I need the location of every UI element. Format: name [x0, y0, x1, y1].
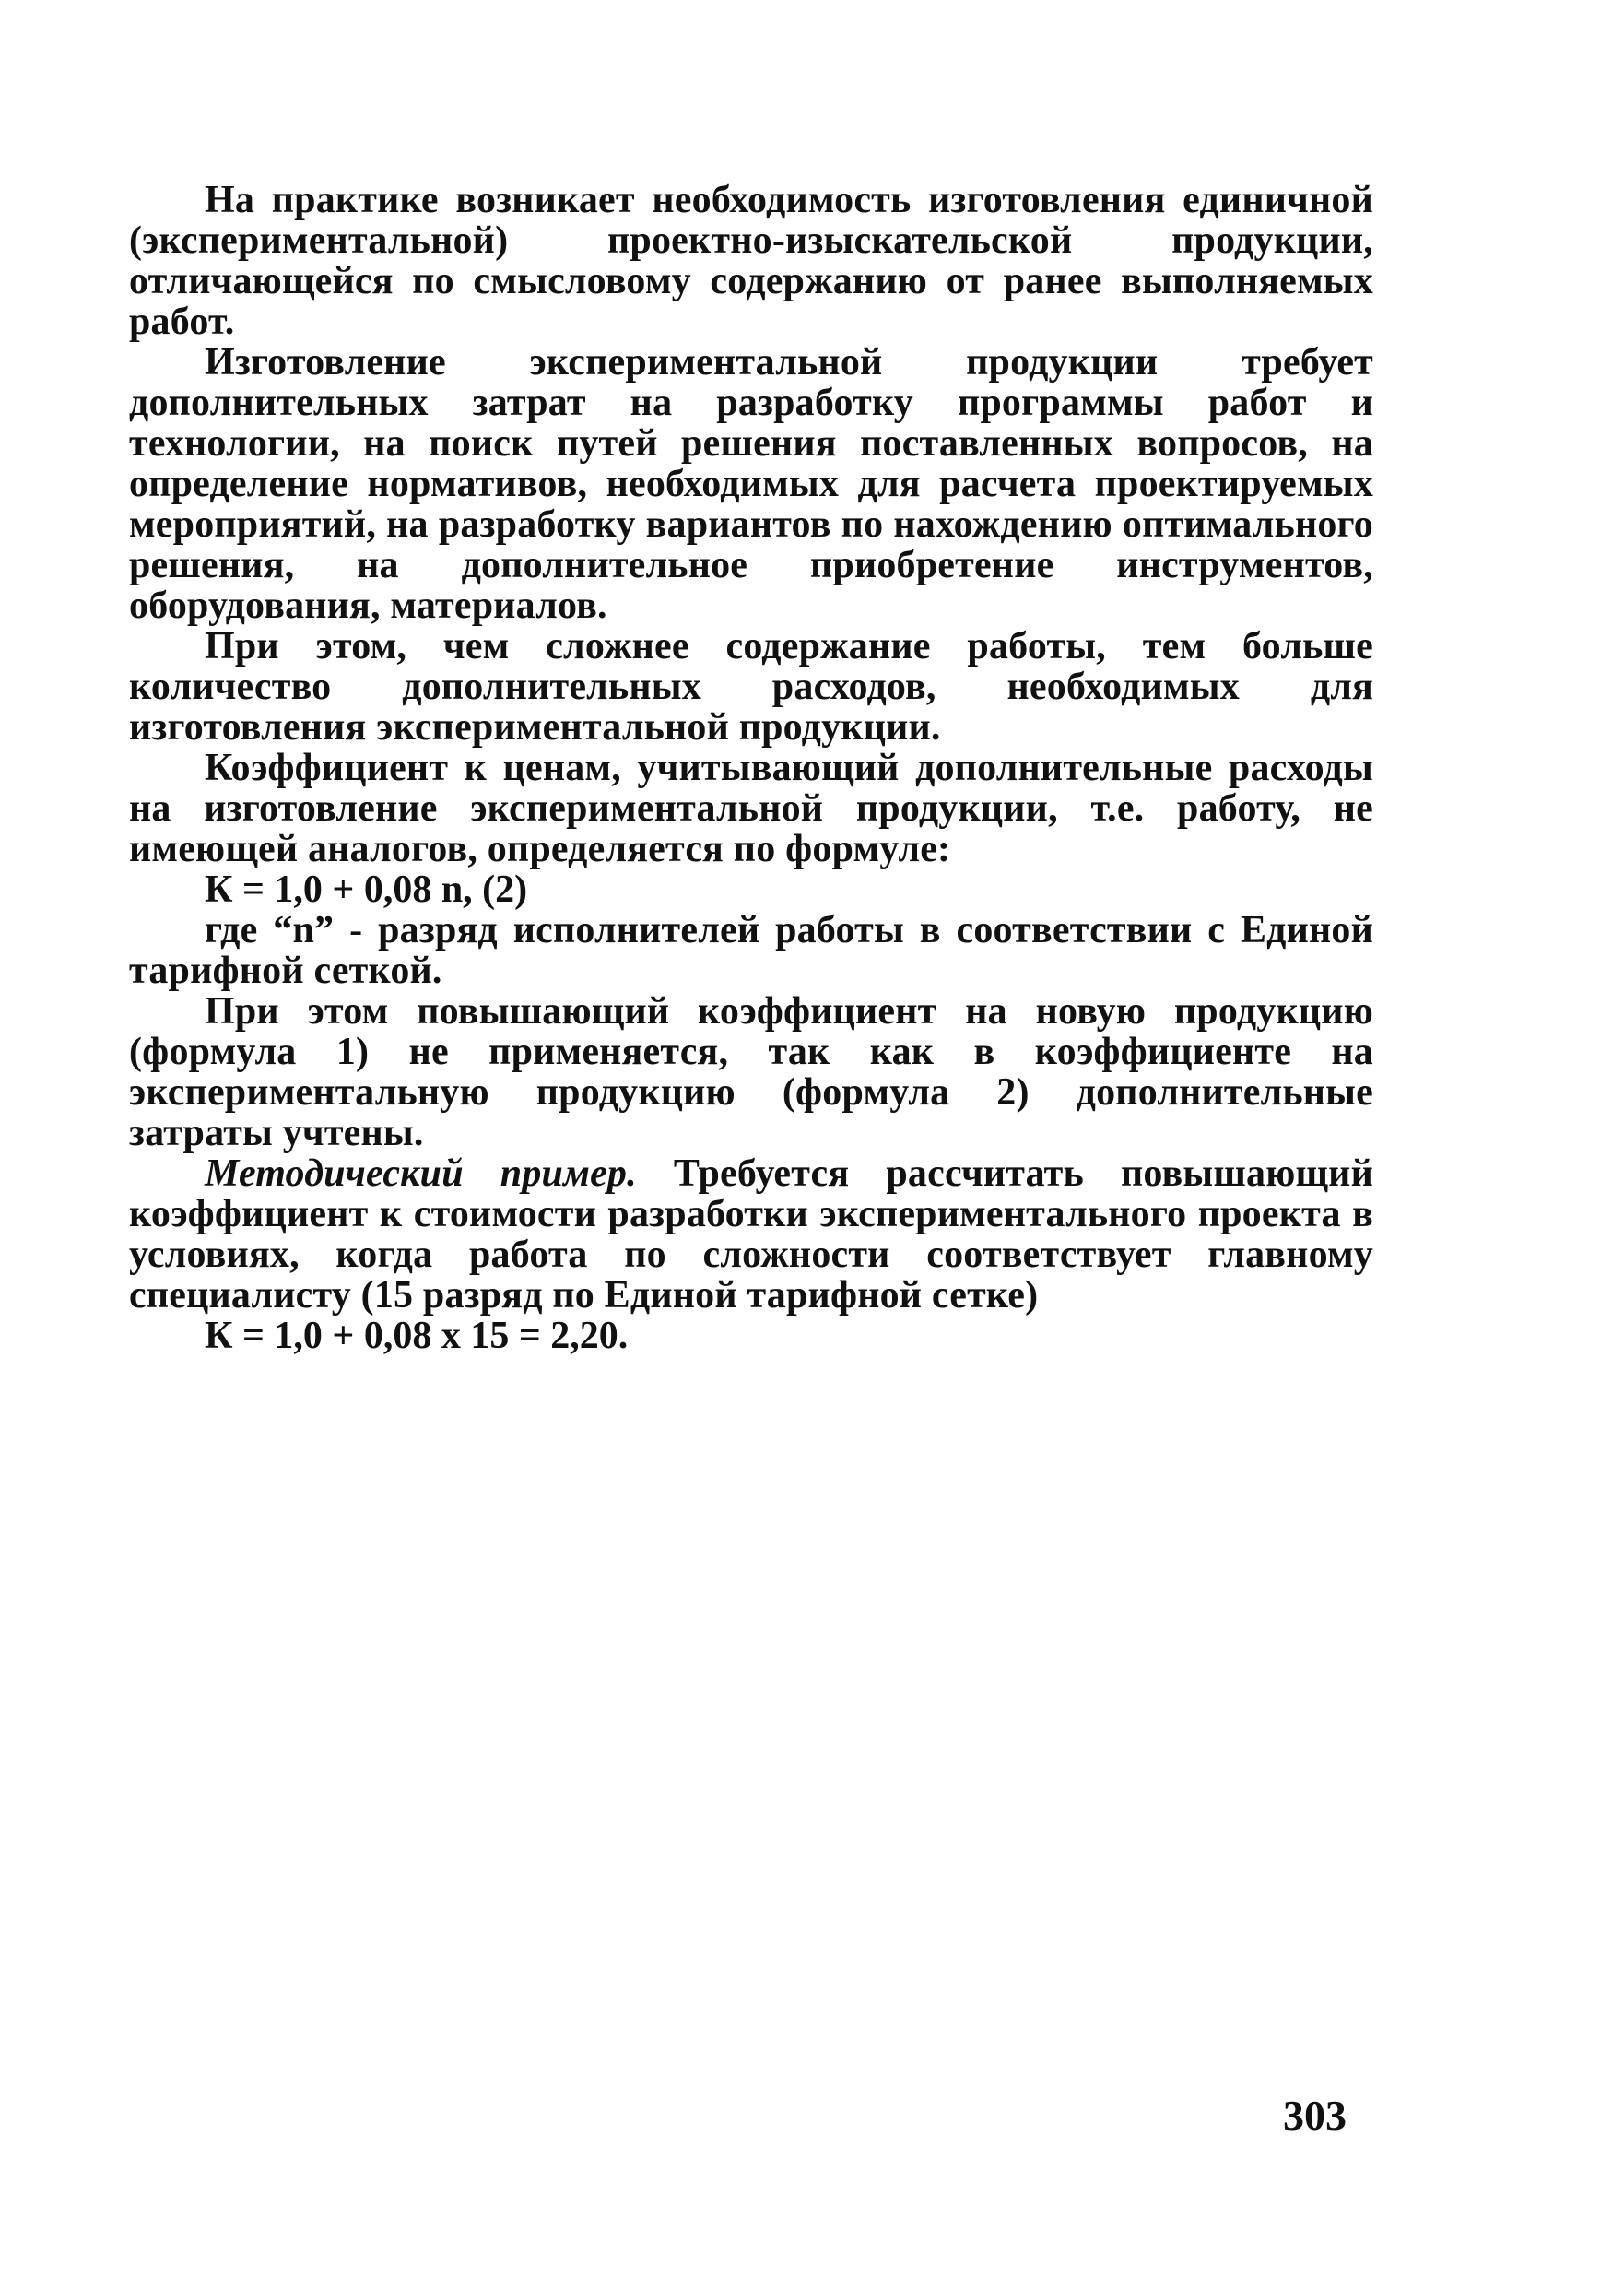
document-body [129, 180, 1373, 1356]
formula-coefficient: К = 1,0 + 0,08 n, (2) [205, 868, 528, 911]
page-number: 303 [1283, 2092, 1347, 2139]
paragraph-3: При этом, чем сложнее содержание работы, тем больше количество дополнительных расходов, необходимых для изготовления экспериментальной продукции. [129, 625, 1373, 749]
example-paragraph [129, 1153, 1373, 1316]
paragraph-5: При этом повышающий коэффициент на новую продукцию (формула 1) не применяется, так как в коэффициенте на экспериментальную продукцию (формула 2) дополнительные затраты учтены. [129, 990, 1373, 1154]
paragraph-2: Изготовление экспериментальной продукции требует дополнительных затрат на разработку программы работ и технологии, на поиск путей решения поставленных вопросов, на определение нормативов, необходимых для расчета проектируемых мероприятий, на разработку вариантов по нахождению оптимального решения, на дополнительное приобретение инструментов, оборудования, материалов. [129, 341, 1373, 627]
paragraph-4: Коэффициент к ценам, учитывающий дополнительные расходы на изготовление экспериментальной продукции, т.е. работу, не имеющей аналогов, определяется по формуле: [129, 747, 1373, 870]
example-lead: Методический пример. [205, 1152, 637, 1195]
where-clause: где “n” - разряд исполнителей работы в соответствии с Единой тарифной сеткой. [129, 909, 1373, 992]
example-text: Требуется рассчитать повышающий коэффициент к стоимости разработки экспериментального проекта в условиях, когда работа по сложности соответствует главному специалисту (15 разряд по Единой тарифной сетке) [129, 1152, 1373, 1317]
formula-example: К = 1,0 + 0,08 х 15 = 2,20. [205, 1315, 629, 1357]
paragraph-1: На практике возникает необходимость изготовления единичной (экспериментальной) проектно-изыскательской продукции, отличающейся по смысловому содержанию от ранее выполняемых работ. [129, 179, 1373, 343]
